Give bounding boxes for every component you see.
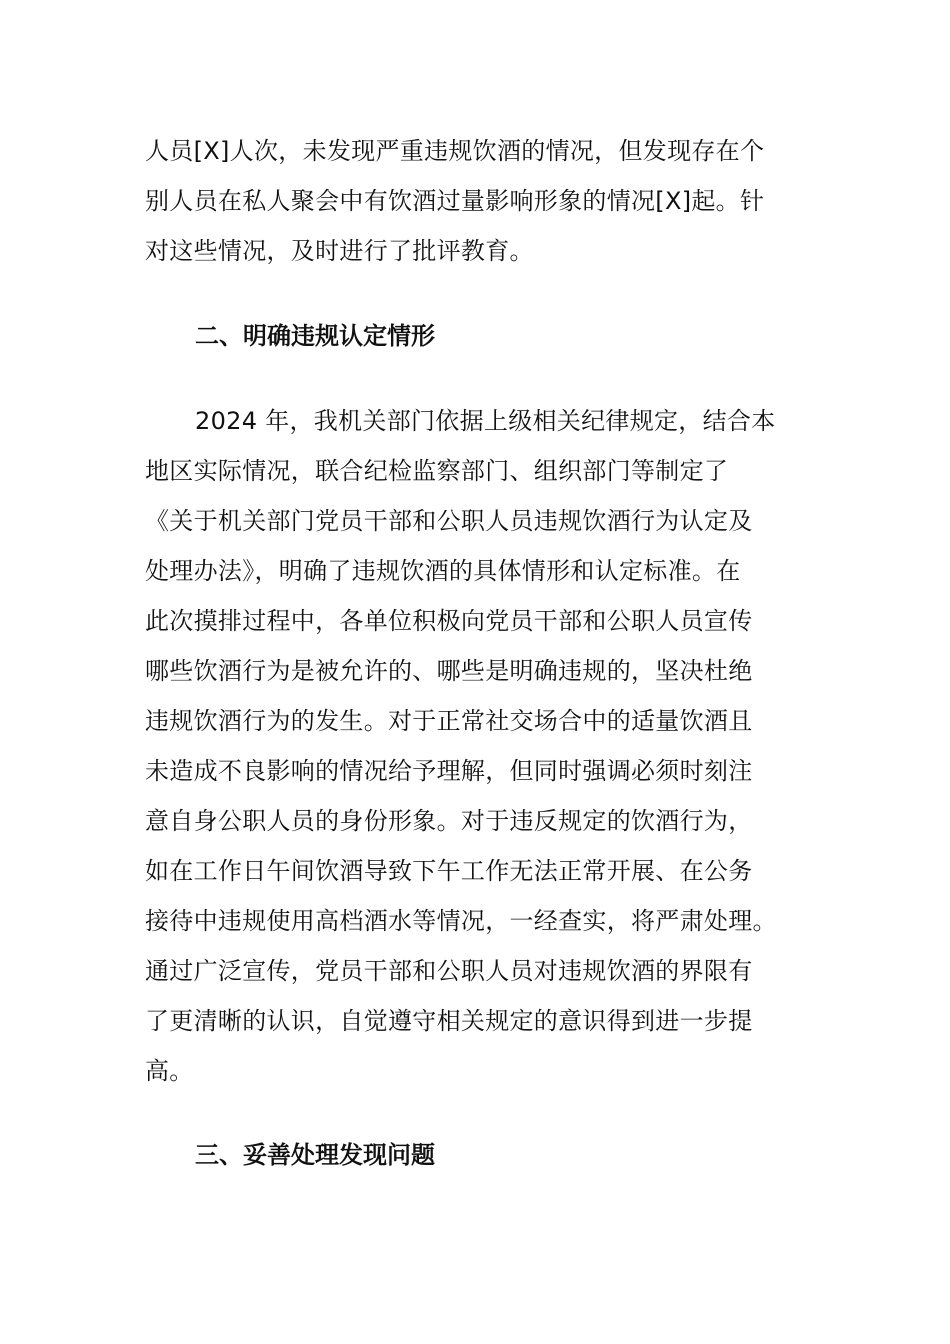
paragraph-line: 对这些情况，及时进行了批评教育。 xyxy=(145,237,534,265)
section-heading-3: 三、妥善处理发现问题 xyxy=(195,1141,435,1169)
paragraph-line: 《关于机关部门党员干部和公职人员违规饮酒行为认定及 xyxy=(145,507,753,535)
paragraph-line: 违规饮酒行为的发生。对于正常社交场合中的适量饮酒且 xyxy=(145,707,753,735)
paragraph-line: 处理办法》，明确了违规饮酒的具体情形和认定标准。在 xyxy=(145,557,741,585)
paragraph-line: 哪些饮酒行为是被允许的、哪些是明确违规的，坚决杜绝 xyxy=(145,657,753,685)
paragraph-line: 高。 xyxy=(145,1057,194,1085)
section-heading-2: 二、明确违规认定情形 xyxy=(195,322,435,350)
paragraph-line: 人员[X]人次，未发现严重违规饮酒的情况，但发现存在个 xyxy=(145,137,765,165)
paragraph-line: 未造成不良影响的情况给予理解，但同时强调必须时刻注 xyxy=(145,757,753,785)
paragraph-2 xyxy=(145,396,805,1096)
paragraph-line: 如在工作日午间饮酒导致下午工作无法正常开展、在公务 xyxy=(145,857,753,885)
paragraph-line: 通过广泛宣传，党员干部和公职人员对违规饮酒的界限有 xyxy=(145,957,753,985)
paragraph-1 xyxy=(145,126,805,276)
paragraph-line: 意自身公职人员的身份形象。对于违反规定的饮酒行为， xyxy=(145,807,753,835)
paragraph-line: 接待中违规使用高档酒水等情况，一经查实，将严肃处理。 xyxy=(145,907,777,935)
paragraph-line: 地区实际情况，联合纪检监察部门、组织部门等制定了 xyxy=(145,457,729,485)
paragraph-line: 此次摸排过程中，各单位积极向党员干部和公职人员宣传 xyxy=(145,607,753,635)
paragraph-line: 别人员在私人聚会中有饮酒过量影响形象的情况[X]起。针 xyxy=(145,187,765,215)
paragraph-line: 了更清晰的认识，自觉遵守相关规定的意识得到进一步提 xyxy=(145,1007,753,1035)
paragraph-line: 2024 年，我机关部门依据上级相关纪律规定，结合本 xyxy=(195,407,776,435)
